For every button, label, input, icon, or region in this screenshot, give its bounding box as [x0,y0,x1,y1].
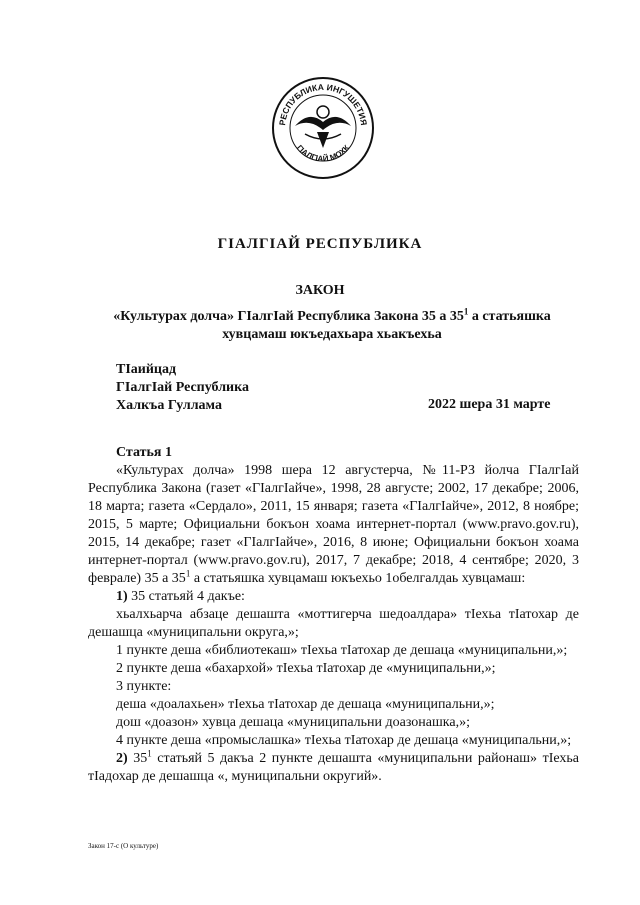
item-2: 2) $35^1$ статьяй 5 дакъа 2 пункте дешашта «муниципальни районаш» тIехьа тIадохар де дешашца «, муниципальни округий». [88,748,579,784]
republic-heading: ГIАЛГIАЙ РЕСПУБЛИКА [217,236,423,252]
svg-text:ГIАЛГIАЙ МОХК: ГIАЛГIАЙ МОХК [294,143,352,164]
item-1-paragraph-g: 4 пункте деша «промыслашка» тIехьа тIатохар де дешаца «муниципальни,»; [116,733,572,748]
adopted-assembly: Халкъа Гуллама [116,398,222,413]
item-1-paragraph-c: 2 пункте деша «бахархой» тIехьа тIатохар де «муниципальни,»; [116,661,496,676]
article-body [88,444,579,786]
law-heading: ЗАКОН [295,283,345,298]
svg-text:РЕСПУБЛИКА ИНГУШЕТИЯ: РЕСПУБЛИКА ИНГУШЕТИЯ [277,81,369,127]
article-intro: «Культурах долча» 1998 шера 12 августерча, №11-РЗ йолча ГIалгIай Республика Закона (газет «ГIалгIайче», 1998, 28 августе; 2002, 17 декабре; 2006, 18 марта; газета «Сердало», 2011, 15 января; газета «ГIалгIайче», 2012, 8 ноябре; 2015, 5 марте; Официальни бокъон хоама интернет-портал (www.pravo.gov.ru), 2015, 14 декабре; газет «ГIалгIайче», 2016, 8 июне; Официальни бокъон хоама интернет-портал (www.pravo.gov.ru), 2017, 7 декабре; 2018, 4 сентябре; 2020, 3 феврале) 35 а $35^1$ а статьяшка хувцамаш юкъехьо 1обелгалдаь хувцамаш: [88,463,579,586]
adopted-label: ТIаийцад [116,362,177,377]
item-1-paragraph-d: 3 пункте: [116,679,172,694]
item-1: 1) 35 статьяй 4 дакъе: [116,589,245,604]
item-1-paragraph-a: хьалхьарча абзаце дешашта «моттигерча шедоалдара» тIехьа тIатохар де дешашца «муниципальни округа,»; [88,607,579,640]
adoption-date: 2022 шера 31 марте [428,397,551,412]
footer-note: Закон 17-с (О культуре) [88,842,159,850]
article-heading: Статья 1 [116,445,172,460]
adopted-republic: ГIалгIай Республика [116,380,249,395]
adoption-block [116,361,249,415]
republic-emblem-icon [271,76,375,180]
law-title: «Культурах долча» ГIалгIай Республика Закона 35 а $35^1$ а статьяшка хувцамаш юкъедахьара хьакъехьа [113,306,551,342]
item-1-paragraph-f: дош «доазон» хувца дешаца «муниципальни доазонашка,»; [116,715,470,730]
item-1-paragraph-e: деша «доалахьен» тIехьа тIатохар де дешаца «муниципальни,»; [116,697,495,712]
item-1-paragraph-b: 1 пункте деша «библиотекаш» тIехьа тIатохар де дешаца «муниципальни,»; [116,643,568,658]
